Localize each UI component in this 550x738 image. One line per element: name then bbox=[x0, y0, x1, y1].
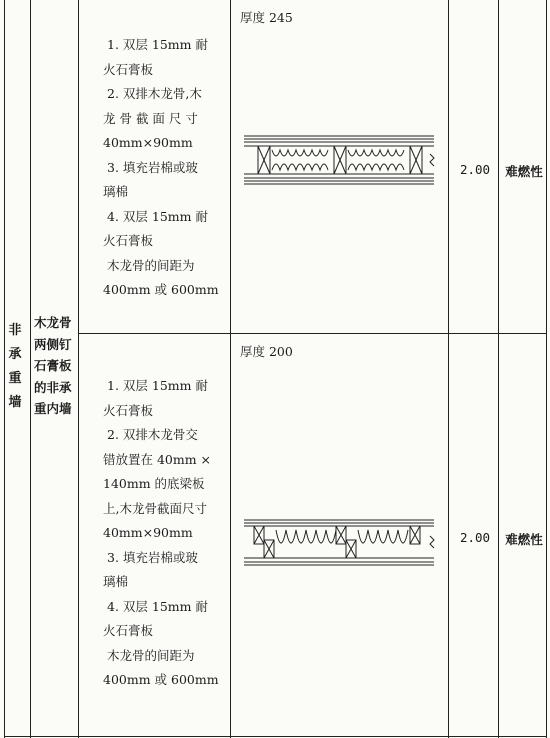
desc-line: 木龙骨的间距为 bbox=[107, 257, 195, 273]
column-divider bbox=[78, 0, 79, 738]
wall-section-diagram bbox=[244, 134, 440, 186]
table-border-right bbox=[546, 0, 547, 738]
desc-line: 火石膏板 bbox=[103, 402, 154, 418]
desc-line: 1. 双层 15mm 耐 bbox=[107, 378, 208, 393]
thickness-label: 厚度 245 bbox=[240, 10, 293, 25]
desc-line: 1. 双层 15mm 耐 bbox=[107, 37, 208, 52]
column-divider bbox=[30, 0, 31, 738]
table-border-left bbox=[4, 0, 5, 738]
fire-limit-value: 2.00 bbox=[459, 530, 491, 545]
desc-line: 400mm 或 600mm bbox=[103, 282, 219, 297]
desc-line: 火石膏板 bbox=[103, 233, 154, 248]
construction-description bbox=[103, 33, 223, 303]
category-cell bbox=[34, 312, 76, 420]
column-divider bbox=[448, 0, 449, 738]
desc-line: 3. 填充岩棉或玻 bbox=[107, 159, 198, 175]
category-line: 的非承 bbox=[34, 379, 72, 395]
construction-description bbox=[103, 374, 223, 693]
desc-line: 40mm×90mm bbox=[103, 525, 193, 540]
desc-line: 火石膏板 bbox=[103, 623, 154, 638]
desc-line: 上,木龙骨截面尺寸 bbox=[103, 500, 207, 516]
desc-line: 4. 双层 15mm 耐 bbox=[107, 598, 208, 614]
wall-section-diagram bbox=[244, 518, 440, 570]
desc-line: 2. 双排木龙骨,木 bbox=[107, 86, 202, 101]
desc-line: 140mm 的底梁板 bbox=[103, 476, 205, 491]
desc-line: 火石膏板 bbox=[103, 61, 154, 77]
desc-line: 龙 骨 截 面 尺 寸 bbox=[103, 110, 198, 126]
category-line: 两侧钉 bbox=[34, 336, 72, 352]
desc-line: 错放置在 40mm × bbox=[103, 451, 212, 467]
wall-type-char: 重 bbox=[8, 371, 22, 386]
category-line: 重内墙 bbox=[34, 401, 72, 416]
combustibility-rating: 难燃性 bbox=[505, 532, 543, 547]
thickness-label: 厚度 200 bbox=[240, 344, 293, 359]
column-divider bbox=[230, 0, 231, 738]
wall-type-char: 非 bbox=[8, 323, 22, 338]
wall-type-char: 墙 bbox=[8, 395, 22, 410]
desc-line: 2. 双排木龙骨交 bbox=[107, 427, 198, 442]
row-divider bbox=[78, 333, 547, 334]
desc-line: 400mm 或 600mm bbox=[103, 672, 219, 687]
category-line: 木龙骨 bbox=[34, 315, 72, 330]
combustibility-rating: 难燃性 bbox=[505, 164, 543, 179]
wall-type-text bbox=[6, 322, 24, 418]
column-divider bbox=[498, 0, 499, 738]
desc-line: 木龙骨的间距为 bbox=[107, 647, 195, 663]
wall-type-label bbox=[6, 322, 24, 418]
wall-type-char: 承 bbox=[8, 347, 22, 362]
desc-line: 璃棉 bbox=[103, 184, 129, 199]
desc-line: 3. 填充岩棉或玻 bbox=[107, 549, 198, 565]
desc-line: 璃棉 bbox=[103, 574, 129, 589]
fire-limit-value: 2.00 bbox=[459, 162, 491, 177]
table-border-bottom bbox=[4, 736, 547, 737]
category-line: 石膏板 bbox=[34, 358, 72, 373]
desc-line: 40mm×90mm bbox=[103, 135, 193, 150]
desc-line: 4. 双层 15mm 耐 bbox=[107, 208, 208, 224]
